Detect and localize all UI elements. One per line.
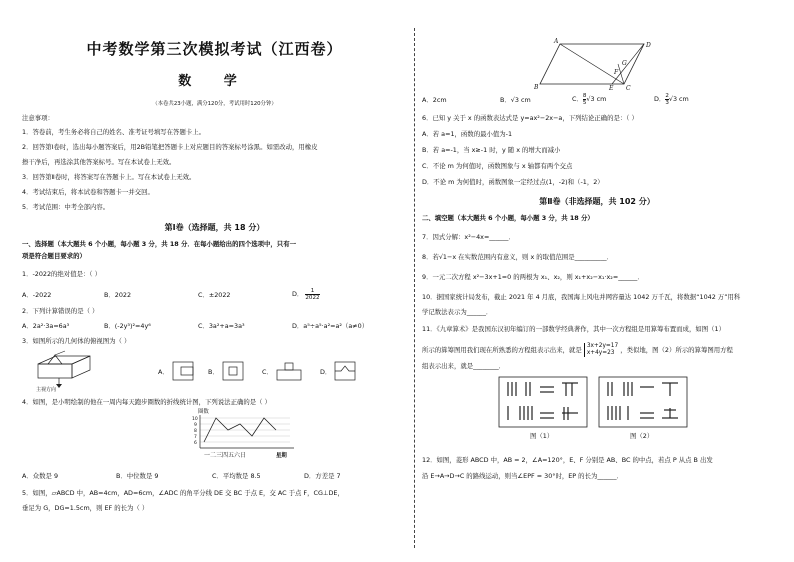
q11-text: 组表示出来，就是________． — [422, 362, 506, 370]
q12-text: 12．如图，菱形 ABCD 中，AB = 2，∠A=120°，E、F 分别是 AB、BC 的中点，若点 P 从点 B 出发 — [422, 456, 713, 464]
point-label-b: B — [534, 84, 539, 90]
q11-text: 所示的算筹图用我们现在所熟悉的方程组表示出来，就是 3x+2y=17 x+4y=23 ，类似地，图（2）所示的算筹图用方程 — [422, 343, 733, 356]
counting-rod-figure-2 — [598, 376, 688, 428]
q3-stem: 3．如图所示的几何体的俯视图为（ ） — [22, 337, 131, 345]
notice-item: 1．答卷前，考生务必将自己的姓名、准考证号填写在答题卡上。 — [22, 128, 206, 136]
q5-option-d: D． $\frac{2}{3}$ √3 cm — [654, 92, 689, 106]
q11-text: 11．《九章算术》是我国东汉初年编订的一部数学经典著作，其中一次方程组是用算筹布置而成，如图（1） — [422, 325, 725, 333]
q10-text: 学记数法表示为______． — [422, 308, 493, 316]
point-label-a: A — [554, 38, 559, 45]
q2-option-c: C．3a²+a=3a³ — [198, 322, 245, 330]
figure-2-caption: 图（2） — [630, 432, 654, 440]
notice-item: 5．考试范围：中考全部内容。 — [22, 203, 110, 211]
notice-item: 4．考试结束后，将本试卷和答题卡一并交回。 — [22, 188, 154, 196]
q3-option-c-figure — [276, 361, 302, 381]
notice-heading: 注意事项： — [22, 114, 54, 122]
q8-text: 8．若√1−x 在实数范围内有意义，则 x 的取值范围是__________． — [422, 253, 613, 261]
point-label-d: D — [646, 42, 651, 49]
q3-option-a-figure — [172, 361, 194, 381]
q1-option-c: C．±2022 — [198, 291, 231, 299]
q2-option-a: A．2a²·3a=6a³ — [22, 322, 70, 330]
q1-option-d: D． $\frac{1}{2022}$ — [292, 287, 320, 301]
part2-title: 第Ⅱ卷（非选择题，共 102 分） — [539, 197, 655, 206]
exam-title: 中考数学第三次模拟考试（江西卷） — [86, 40, 343, 58]
q2-option-b: B．(-2y³)²=4y⁶ — [104, 322, 151, 330]
q3-option-b-figure — [222, 361, 244, 381]
point-label-e: E — [609, 85, 614, 90]
q4-stem: 4．如图，是小明绘制的他在一周内每天跑步圈数的折线统计图，下列说法正确的是（ ） — [22, 398, 271, 406]
part1-instruction: 项是符合题目要求的） — [22, 252, 86, 260]
parallelogram-figure — [534, 38, 654, 90]
q3-option-c: C． — [262, 368, 273, 376]
point-label-f: F — [614, 69, 619, 76]
q3-option-d-figure — [334, 361, 356, 381]
q4-option-d: D．方差是 7 — [304, 472, 341, 480]
q2-stem: 2．下列计算错误的是（ ） — [22, 307, 99, 315]
line-chart — [190, 414, 306, 454]
q4-option-a: A．众数是 9 — [22, 472, 59, 480]
y-tick-label: 6 — [194, 441, 197, 446]
q1-stem: 1．-2022的绝对值是：（ ） — [22, 270, 101, 278]
part1-instruction: 一、选择题（本大题共 6 个小题，每小题 3 分，共 18 分．在每小题给出的四个选项中，只有一 — [22, 240, 296, 248]
point-label-g: G — [622, 60, 627, 67]
q4-option-c: C．平均数是 8.5 — [212, 472, 261, 480]
q5-option-a: A．2cm — [422, 96, 447, 104]
q6-option-c: C．不论 m 为何值时，函数图象与 x 轴都有两个交点 — [422, 162, 573, 170]
q5-stem: 5．如图，▱ABCD 中，AB=4cm，AD=6cm，∠ADC 的角平分线 DE 交 BC 于点 E，交 AC 于点 F，CG⊥DE， — [22, 489, 344, 497]
q1-option-b: B．2022 — [104, 291, 132, 299]
q6-option-b: B．若 a=-1，当 x≥-1 时，y 随 x 的增大而减小 — [422, 146, 561, 154]
q12-text: 沿 E→A→D→C 的路线运动，则当∠EPF = 30°时，EP 的长为______． — [422, 472, 623, 480]
q2-option-d: D．a⁵÷a⁵·a²=a²（a≠0） — [292, 322, 369, 330]
y-tick-label: 8 — [194, 429, 197, 434]
left-column — [22, 0, 407, 562]
view-direction-label: 主视方向 — [36, 387, 57, 393]
part2-instruction: 二、填空题（本大题共 6 个小题，每小题 3 分，共 18 分） — [422, 214, 594, 222]
q6-option-a: A．若 a=1，函数的最小值为-1 — [422, 130, 513, 138]
q9-text: 9．一元二次方程 x²−3x+1=0 的两根为 x₁、x₂，则 x₁+x₂−x₁·x₂=______． — [422, 273, 644, 281]
subject-title: 数 学 — [178, 74, 251, 89]
q4-x-tick-labels: 一二三四五六日 — [204, 452, 247, 459]
q4-y-axis-label: 圈数 — [198, 409, 209, 415]
notice-item: 2．回答第Ⅰ卷时，选出每小题答案后，用2B铅笔把答题卡上对应题目的答案标号涂黑。如需改动，用橡皮 — [22, 143, 318, 151]
q6-stem: 6．已知 y 关于 x 的函数表达式是 y=ax²−2x−a，下列结论正确的是：（ ） — [422, 114, 638, 122]
q4-x-axis-label: 星期 — [276, 453, 287, 459]
figure-1-caption: 图（1） — [530, 432, 554, 440]
exam-note: （本卷共23小题，满分120分，考试用时120分钟） — [152, 101, 277, 107]
column-divider — [414, 28, 415, 548]
right-column — [422, 0, 772, 562]
q3-option-d: D． — [320, 368, 332, 376]
y-tick-label: 7 — [194, 435, 197, 440]
q10-text: 10．据国家统计局发布，截止 2021 年 4 月底，我国海上风电并网容量达 1042 万千瓦，将数据“1042 万”用科 — [422, 293, 741, 301]
counting-rod-figure-1 — [498, 376, 588, 428]
q5-option-c: C． $\frac{8}{5}$ √3 cm — [572, 92, 607, 106]
q5-stem: 垂足为 G，DG=1.5cm，则 EF 的长为（ ） — [22, 504, 149, 512]
point-label-c: C — [626, 85, 631, 90]
notice-item: 3．回答第Ⅱ卷时，将答案写在答题卡上。写在本试卷上无效。 — [22, 173, 196, 181]
notice-item: 擦干净后，再选涂其他答案标号。写在本试卷上无效。 — [22, 158, 176, 166]
q3-option-b: B． — [208, 368, 219, 376]
part1-title: 第Ⅰ卷（选择题，共 18 分） — [164, 223, 265, 232]
q7-text: 7．因式分解：x²−4x=______． — [422, 233, 515, 241]
q5-option-b: B．√3 cm — [500, 96, 531, 104]
q1-option-a: A．-2022 — [22, 291, 52, 299]
q3-option-a: A． — [158, 368, 169, 376]
y-tick-label: 10 — [192, 417, 198, 422]
q6-option-d: D．不论 m 为何值时，函数图象一定经过点(1，-2)和（-1，2） — [422, 178, 604, 186]
q4-option-b: B．中位数是 9 — [116, 472, 159, 480]
y-tick-label: 9 — [194, 423, 197, 428]
